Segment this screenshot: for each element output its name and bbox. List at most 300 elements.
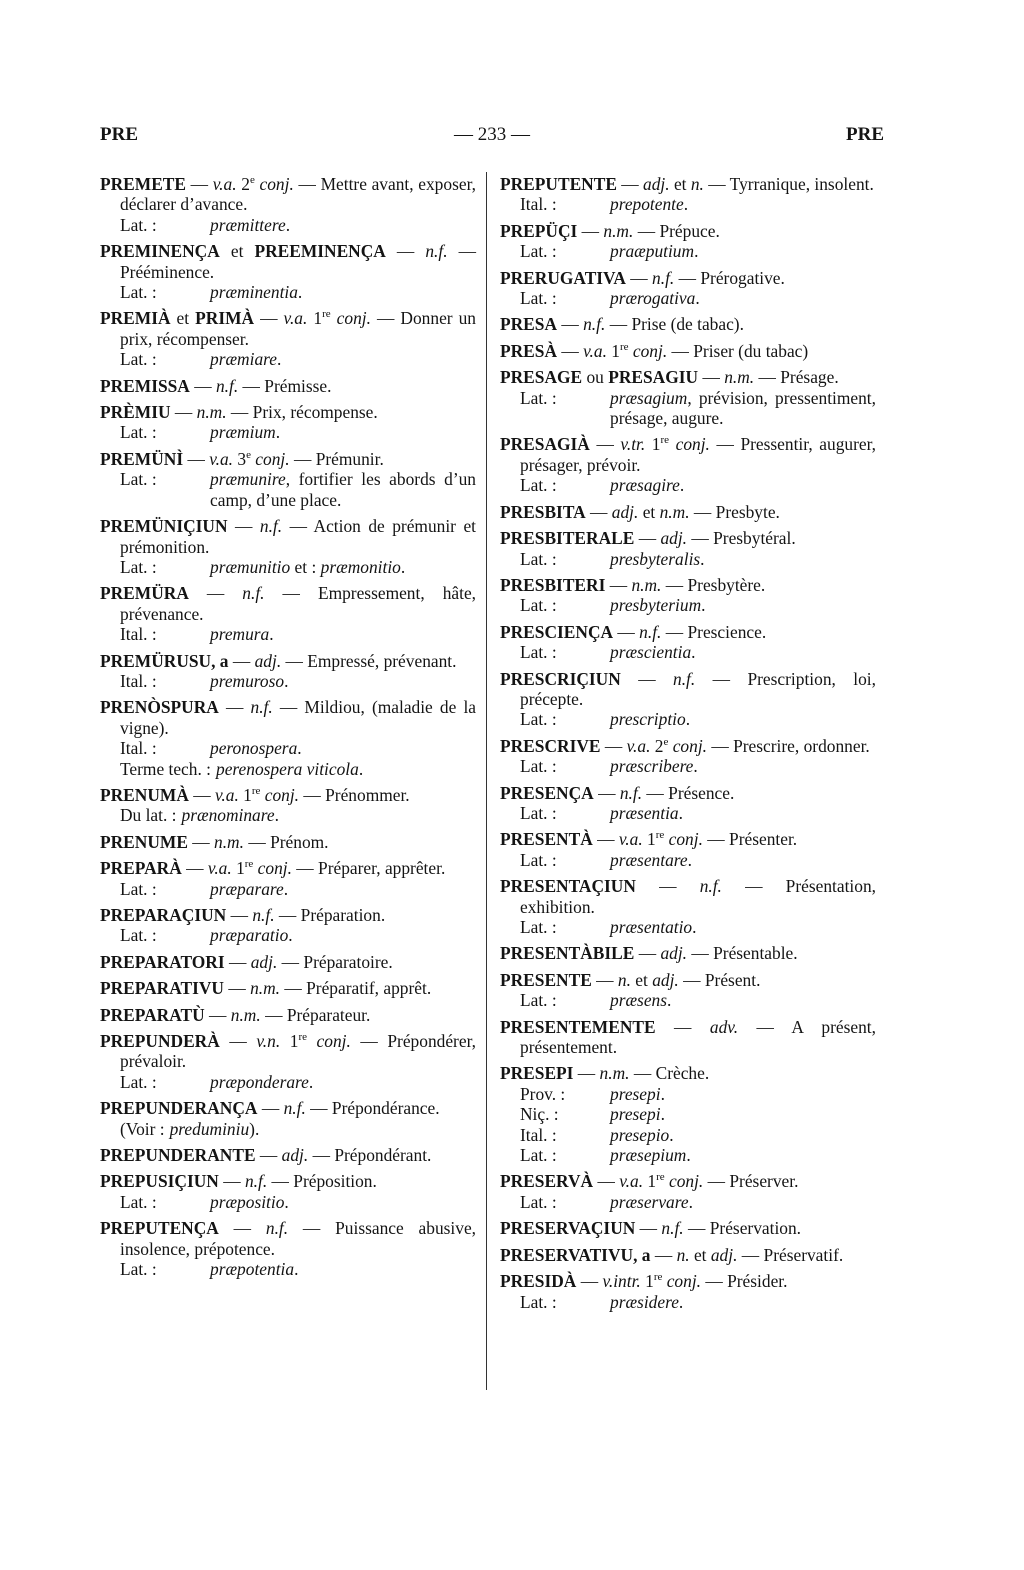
- etymology-language: (Voir :: [120, 1118, 165, 1139]
- dash: —: [291, 858, 319, 879]
- dictionary-entry: [100, 241, 476, 302]
- dash: —: [687, 943, 714, 964]
- text: .: [294, 1259, 299, 1280]
- etymology-language: Lat. :: [120, 349, 157, 370]
- text: .: [284, 670, 289, 691]
- etymology-line: [100, 1192, 476, 1212]
- definition-text: Prix, récompense.: [252, 402, 378, 423]
- italic-text: presepio: [610, 1124, 670, 1145]
- definition-text: Présent.: [704, 969, 761, 990]
- definition-text: Prescription, loi, précepte.: [520, 668, 876, 709]
- headword: PREMÜRA: [100, 583, 189, 604]
- entry-definition: [100, 516, 476, 557]
- text: .: [297, 282, 303, 303]
- dash: —: [737, 1244, 764, 1265]
- italic-text: conj.: [664, 829, 703, 850]
- etymology-language: Lat. :: [120, 469, 157, 490]
- etymology-line: [100, 422, 476, 442]
- dictionary-entry: [500, 783, 876, 824]
- etymology-value: [610, 642, 876, 662]
- definition-text: Préparatif, apprêt.: [306, 978, 432, 999]
- entry-definition: [100, 858, 476, 878]
- dash: —: [721, 876, 786, 897]
- text: .: [683, 194, 689, 215]
- etymology-line: [100, 671, 476, 691]
- definition-text: Préparatoire.: [303, 951, 393, 972]
- etymology-line: [500, 1292, 876, 1312]
- headword: PRESERVATIVU, a: [500, 1244, 651, 1265]
- italic-text: adj.: [660, 528, 688, 549]
- entry-definition: [500, 1271, 876, 1291]
- part-of-speech: [618, 970, 679, 990]
- definition-text: Prescience.: [687, 621, 767, 642]
- entry-definition: [500, 876, 876, 917]
- dictionary-entry: [100, 905, 476, 946]
- headword: PREMÜNIÇIUN: [100, 516, 228, 537]
- entry-definition: [500, 221, 876, 241]
- part-of-speech: [197, 402, 227, 422]
- dash: —: [267, 1171, 294, 1192]
- italic-text: n.m.: [603, 220, 634, 241]
- headword: PREPARATIVU: [100, 978, 224, 999]
- italic-text: peronospera: [210, 738, 298, 759]
- dictionary-entry: [500, 1171, 876, 1212]
- dash: —: [281, 650, 308, 671]
- headword: PREPARATÙ: [100, 1004, 205, 1025]
- headword: PRESIDÀ: [500, 1271, 577, 1292]
- text: 1: [642, 829, 656, 850]
- italic-text: conj.: [330, 308, 371, 329]
- etymology-line: [500, 194, 876, 214]
- etymology-value: [610, 756, 876, 776]
- italic-text: v.tr.: [620, 434, 646, 455]
- etymology-language: Lat. :: [520, 475, 557, 496]
- definition-text: Mettre avant, exposer, déclarer d’avance.: [120, 174, 477, 215]
- dash: —: [255, 1145, 282, 1166]
- dash: —: [709, 434, 741, 455]
- part-of-speech: [583, 314, 605, 334]
- entry-definition: [100, 1145, 476, 1165]
- italic-text: præsagium: [610, 387, 688, 408]
- italic-text: n.f.: [252, 905, 275, 925]
- text: .: [692, 917, 697, 937]
- column-divider: [486, 172, 487, 1390]
- dictionary-entry: [100, 1098, 476, 1139]
- part-of-speech: [652, 268, 674, 288]
- dash: —: [257, 1098, 284, 1119]
- dash: —: [204, 1004, 231, 1025]
- italic-text: v.a.: [207, 858, 232, 879]
- definition-text: Prise (de tabac).: [631, 314, 744, 335]
- italic-text: conj.: [254, 174, 294, 194]
- italic-text: preduminiu: [169, 1118, 250, 1139]
- dictionary-column-right: [500, 174, 876, 1318]
- dash: —: [227, 516, 260, 537]
- etymology-value: [610, 1292, 876, 1312]
- definition-text: Empressement, hâte, prévenance.: [120, 583, 477, 624]
- etymology-value: [610, 549, 876, 569]
- italic-text: n.m.: [724, 367, 755, 388]
- dictionary-entry: [500, 1245, 876, 1265]
- italic-text: conj.: [260, 784, 300, 805]
- part-of-speech: [639, 622, 661, 642]
- italic-text: præscientia: [610, 642, 692, 663]
- etymology-line: [100, 1259, 476, 1279]
- headword: PRIMÀ: [195, 308, 255, 329]
- italic-text: præparare: [210, 878, 284, 899]
- italic-text: prænominare: [181, 805, 275, 826]
- part-of-speech: [255, 651, 282, 671]
- part-of-speech: [266, 1218, 288, 1238]
- text: 1: [640, 1271, 654, 1292]
- etymology-language: Ital. :: [120, 670, 157, 691]
- italic-text: præparatio: [210, 925, 289, 946]
- etymology-line: [500, 388, 876, 429]
- text: .: [679, 475, 685, 496]
- dash: —: [557, 314, 584, 335]
- dash: —: [613, 621, 640, 642]
- text: .: [685, 709, 691, 730]
- etymology-value: [610, 1192, 876, 1212]
- dash: —: [238, 375, 265, 396]
- text: .: [297, 738, 302, 759]
- etymology-line: [500, 549, 876, 569]
- italic-text: presbyteralis: [610, 548, 701, 569]
- etymology-language: Lat. :: [520, 709, 557, 730]
- italic-text: n.m.: [214, 831, 244, 852]
- dash: —: [702, 829, 730, 850]
- entry-definition: [500, 528, 876, 548]
- text: .: [686, 1145, 691, 1166]
- italic-text: præpotentia: [210, 1259, 295, 1280]
- definition-text: Prénommer.: [325, 784, 410, 805]
- entry-definition: [100, 174, 476, 215]
- text: .: [400, 556, 406, 577]
- dictionary-entry: [500, 502, 876, 522]
- superscript: re: [298, 1031, 307, 1044]
- definition-text: Préparer, apprêter.: [318, 858, 446, 879]
- superscript: e: [246, 449, 251, 462]
- italic-text: adj.: [660, 943, 688, 964]
- text: 1: [606, 340, 620, 361]
- definition-text: Présider.: [727, 1271, 788, 1292]
- etymology-language: Ital. :: [120, 738, 157, 759]
- entry-definition: [500, 783, 876, 803]
- part-of-speech: [245, 1171, 267, 1191]
- definition-text: Puissance abusive, insolence, prépotence.: [120, 1218, 477, 1259]
- definition-text: Prérogative.: [700, 267, 785, 288]
- dash: —: [228, 650, 255, 671]
- dictionary-entry: [500, 341, 876, 361]
- italic-text: n.f.: [583, 314, 606, 335]
- headword: PREPUNDERANTE: [100, 1145, 256, 1166]
- headword: PRESCRIÇIUN: [500, 668, 621, 689]
- part-of-speech: [700, 876, 722, 896]
- entry-definition: [500, 1171, 876, 1191]
- italic-text: conj.: [669, 434, 710, 455]
- italic-text: n.f.: [699, 876, 722, 897]
- dash: —: [629, 1063, 656, 1084]
- dictionary-entry: [100, 308, 476, 369]
- text: ou: [582, 367, 609, 388]
- etymology-line: [500, 288, 876, 308]
- dictionary-entry: [500, 622, 876, 663]
- dictionary-entry: [500, 1218, 876, 1238]
- dash: —: [219, 1031, 257, 1052]
- definition-text: Préservatif.: [763, 1244, 844, 1265]
- etymology-value: [210, 349, 476, 369]
- text: .: [275, 422, 281, 443]
- text: et: [219, 241, 255, 262]
- text: .: [667, 990, 672, 1011]
- etymology-line: [100, 624, 476, 644]
- dictionary-entry: [500, 314, 876, 334]
- italic-text: adv.: [709, 1016, 739, 1037]
- dash: —: [605, 314, 632, 335]
- part-of-speech: [251, 952, 278, 972]
- etymology-value: [610, 475, 876, 495]
- etymology-value: [170, 1119, 476, 1139]
- dash: —: [620, 668, 674, 689]
- etymology-value: [610, 1104, 876, 1124]
- text: .: [678, 1291, 684, 1312]
- dash: —: [655, 1016, 710, 1037]
- italic-text: presbyterium: [610, 595, 702, 616]
- entry-definition: [100, 978, 476, 998]
- etymology-value: [210, 1072, 476, 1092]
- italic-text: conj.: [628, 340, 668, 361]
- dictionary-entry: [500, 434, 876, 495]
- entry-definition: [500, 1218, 876, 1238]
- dash: —: [634, 528, 661, 549]
- italic-text: præsepium: [610, 1145, 687, 1166]
- entry-definition: [100, 785, 476, 805]
- etymology-line: [100, 349, 476, 369]
- dictionary-entry: [500, 1017, 876, 1058]
- part-of-speech: [215, 785, 299, 805]
- definition-text: A présent, présentement.: [520, 1016, 876, 1058]
- dash: —: [635, 1218, 662, 1239]
- entry-definition: [100, 402, 476, 422]
- dash: —: [573, 1063, 600, 1084]
- etymology-line: [100, 557, 476, 577]
- italic-text: conj.: [664, 1171, 704, 1192]
- part-of-speech: [208, 858, 292, 878]
- italic-text: conj.: [668, 735, 707, 756]
- italic-text: n.f.: [639, 621, 662, 642]
- text: .: [269, 624, 274, 645]
- headword: PREPÜÇI: [500, 220, 578, 241]
- etymology-language: Lat. :: [120, 282, 157, 303]
- dictionary-entry: [100, 1218, 476, 1279]
- dictionary-entry: [100, 516, 476, 577]
- dash: —: [592, 829, 619, 850]
- etymology-value: [210, 282, 476, 302]
- dash: —: [703, 1171, 730, 1192]
- part-of-speech: [242, 583, 264, 603]
- entry-definition: [500, 268, 876, 288]
- entry-definition: [500, 736, 876, 756]
- definition-text: Prééminence.: [120, 261, 215, 282]
- text: .: [660, 1083, 665, 1104]
- dash: —: [703, 174, 730, 194]
- dictionary-entry: [100, 402, 476, 443]
- etymology-language: Lat. :: [120, 925, 157, 946]
- etymology-value: [210, 671, 476, 691]
- headword: PRESAGIU: [608, 367, 699, 388]
- etymology-value: [610, 850, 876, 870]
- text: et :: [290, 556, 321, 577]
- text: et: [689, 1244, 711, 1265]
- etymology-line: [100, 469, 476, 510]
- dash: —: [557, 340, 584, 361]
- entry-definition: [100, 1005, 476, 1025]
- part-of-speech: [251, 697, 273, 717]
- dash: —: [264, 583, 318, 604]
- dash: —: [650, 1244, 677, 1265]
- part-of-speech: [250, 978, 280, 998]
- headword: PRENÒSPURA: [100, 697, 219, 718]
- dash: —: [738, 1016, 792, 1037]
- etymology-language: Lat. :: [520, 1191, 557, 1212]
- dictionary-entry: [500, 736, 876, 777]
- superscript: re: [251, 785, 261, 798]
- etymology-language: Ital. :: [520, 1124, 557, 1145]
- dash: —: [689, 501, 716, 522]
- headword: PRESBITA: [500, 501, 586, 522]
- dash: —: [683, 1218, 710, 1239]
- italic-text: v.a.: [212, 174, 237, 194]
- dash: —: [633, 220, 660, 241]
- header-guide-word-left: PRE: [100, 124, 138, 145]
- headword: PREMINENÇA: [100, 241, 220, 262]
- part-of-speech: [282, 1145, 309, 1165]
- etymology-value: [610, 1145, 876, 1165]
- part-of-speech: [710, 1017, 738, 1037]
- text: .: [687, 849, 692, 870]
- text: 1: [231, 858, 245, 879]
- dictionary-entry: [500, 268, 876, 309]
- dictionary-entry: [100, 583, 476, 644]
- etymology-value: [210, 925, 476, 945]
- dictionary-entry: [100, 832, 476, 852]
- italic-text: præsagire: [610, 475, 680, 496]
- definition-text: Prescrire, ordonner.: [733, 735, 870, 756]
- entry-definition: [100, 1031, 476, 1072]
- italic-text: presepi: [610, 1083, 661, 1104]
- definition-text: Préparation.: [300, 905, 386, 925]
- definition-text: Mildiou, (maladie de la vigne).: [120, 697, 477, 738]
- part-of-speech: [660, 528, 687, 548]
- page-number: — 233 —: [454, 124, 530, 145]
- italic-text: n.f.: [265, 1218, 289, 1239]
- dictionary-column-left: [100, 174, 476, 1286]
- italic-text: præpositio: [210, 1191, 285, 1212]
- entry-definition: [100, 832, 476, 852]
- part-of-speech: [661, 1218, 683, 1238]
- etymology-line: [500, 1145, 876, 1165]
- italic-text: v.n.: [256, 1031, 281, 1052]
- dictionary-entry: [500, 943, 876, 963]
- etymology-line: [100, 1072, 476, 1092]
- entry-definition: [100, 1218, 476, 1259]
- etymology-language: Niç. :: [520, 1104, 559, 1125]
- definition-text: Pressentir, augurer, présager, prévoir.: [520, 434, 877, 475]
- etymology-value: [610, 990, 876, 1010]
- italic-text: n.: [676, 1244, 690, 1265]
- part-of-speech: [619, 829, 703, 849]
- etymology-language: Lat. :: [120, 1071, 157, 1092]
- part-of-speech: [627, 736, 707, 756]
- dictionary-entry: [100, 449, 476, 510]
- etymology-line: [500, 241, 876, 261]
- text: et: [669, 174, 691, 194]
- dictionary-entry: [100, 1145, 476, 1165]
- definition-text: Présentation, exhibition.: [520, 876, 876, 917]
- dash: —: [661, 621, 688, 642]
- etymology-line: [100, 738, 476, 758]
- dash: —: [591, 969, 618, 990]
- italic-text: premura: [210, 624, 270, 645]
- dash: —: [754, 367, 781, 388]
- text: .: [274, 805, 279, 826]
- part-of-speech: [724, 367, 754, 387]
- italic-text: adj.: [611, 501, 639, 522]
- etymology-value: [610, 241, 876, 261]
- text: 1: [238, 784, 252, 805]
- text: .: [308, 1071, 314, 1092]
- entry-definition: [500, 669, 876, 710]
- etymology-line: [500, 1084, 876, 1104]
- italic-text: n.f.: [215, 375, 239, 396]
- dash: —: [289, 448, 316, 469]
- headword: PREPUSIÇIUN: [100, 1171, 219, 1192]
- dash: —: [642, 782, 669, 803]
- etymology-line: [500, 475, 876, 495]
- etymology-line: [100, 282, 476, 302]
- entry-definition: [100, 376, 476, 396]
- headword: PRESENTEMENTE: [500, 1016, 656, 1037]
- dash: —: [223, 978, 251, 999]
- italic-text: prepotente: [610, 194, 684, 215]
- dash: —: [707, 735, 734, 756]
- italic-text: adj.: [250, 951, 278, 972]
- etymology-language: Lat. :: [520, 756, 557, 777]
- italic-text: præsentia: [610, 802, 679, 823]
- dash: —: [370, 308, 401, 329]
- dash: —: [274, 905, 301, 925]
- headword: PRESEPI: [500, 1063, 574, 1084]
- dash: —: [288, 1218, 336, 1239]
- text: .: [358, 758, 364, 779]
- headword: PREMÜRUSU, a: [100, 650, 229, 671]
- dash: —: [277, 951, 304, 972]
- etymology-line: [500, 990, 876, 1010]
- dash: —: [189, 375, 216, 396]
- text: .: [693, 756, 698, 777]
- italic-text: v.intr.: [602, 1271, 641, 1292]
- dictionary-entry: [100, 952, 476, 972]
- entry-definition: [500, 1017, 876, 1058]
- etymology-language: Lat. :: [520, 642, 557, 663]
- part-of-speech: [612, 502, 690, 522]
- etymology-line: [500, 850, 876, 870]
- text: .: [691, 642, 696, 663]
- dash: —: [226, 402, 253, 423]
- entry-definition: [500, 434, 876, 475]
- dash: —: [282, 516, 314, 537]
- etymology-language: Lat. :: [520, 802, 557, 823]
